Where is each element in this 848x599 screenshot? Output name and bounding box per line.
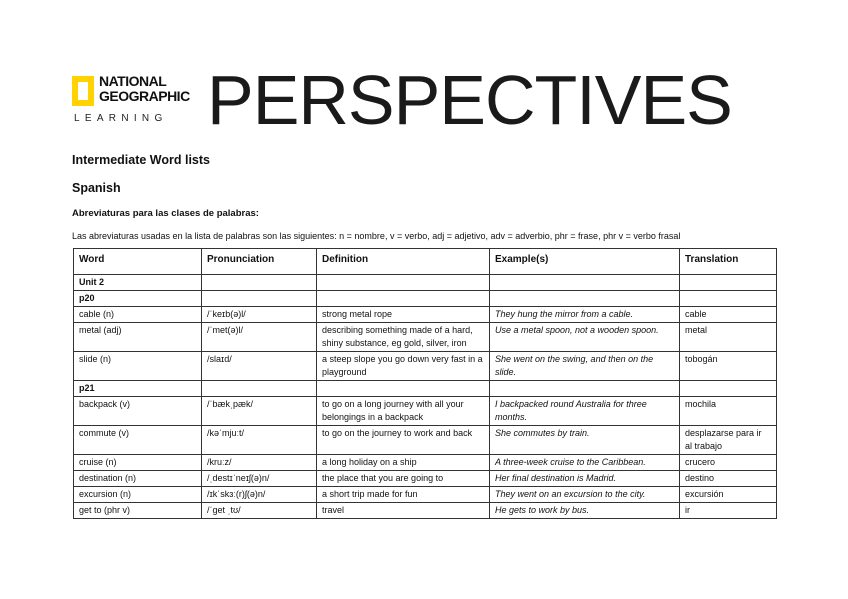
empty-cell — [490, 381, 680, 397]
section-label: Unit 2 — [74, 275, 202, 291]
section-row — [74, 381, 777, 397]
translation-cell: mochila — [680, 397, 777, 426]
table-row — [74, 503, 777, 519]
example-cell: She commutes by train. — [490, 426, 680, 455]
definition-cell: a short trip made for fun — [317, 487, 490, 503]
example-cell: Her final destination is Madrid. — [490, 471, 680, 487]
word-cell: cruise (n) — [74, 455, 202, 471]
empty-cell — [317, 381, 490, 397]
logo-line-national: NATIONAL — [99, 73, 167, 89]
translation-cell: tobogán — [680, 352, 777, 381]
word-cell: slide (n) — [74, 352, 202, 381]
national-geographic-border-icon — [72, 76, 94, 106]
logo-line-geographic: GEOGRAPHIC — [99, 88, 190, 104]
pronunciation-cell: /ˌdestɪˈneɪʃ(ə)n/ — [202, 471, 317, 487]
word-cell: cable (n) — [74, 307, 202, 323]
empty-cell — [202, 381, 317, 397]
word-cell: metal (adj) — [74, 323, 202, 352]
definition-cell: to go on the journey to work and back — [317, 426, 490, 455]
example-cell: I backpacked round Australia for three months. — [490, 397, 680, 426]
empty-cell — [202, 291, 317, 307]
translation-cell: crucero — [680, 455, 777, 471]
table-row — [74, 471, 777, 487]
header-word: Word — [74, 249, 202, 275]
header-definition: Definition — [317, 249, 490, 275]
header-translation: Translation — [680, 249, 777, 275]
definition-cell: a steep slope you go down very fast in a playground — [317, 352, 490, 381]
translation-cell: cable — [680, 307, 777, 323]
pronunciation-cell: /ɪkˈskɜː(r)ʃ(ə)n/ — [202, 487, 317, 503]
empty-cell — [202, 275, 317, 291]
word-cell: get to (phr v) — [74, 503, 202, 519]
definition-cell: describing something made of a hard, shiny substance, eg gold, silver, iron — [317, 323, 490, 352]
definition-cell: strong metal rope — [317, 307, 490, 323]
empty-cell — [490, 275, 680, 291]
section-label: p21 — [74, 381, 202, 397]
abbreviations-note: Las abreviaturas usadas en la lista de palabras son las siguientes: n = nombre, v = verbo, adj = adjetivo, adv = adverbio, phr = frase, phr v = verbo frasal — [72, 231, 681, 241]
definition-cell: travel — [317, 503, 490, 519]
pronunciation-cell: /slaɪd/ — [202, 352, 317, 381]
word-cell: commute (v) — [74, 426, 202, 455]
translation-cell: desplazarse para ir al trabajo — [680, 426, 777, 455]
section-row — [74, 275, 777, 291]
word-cell: backpack (v) — [74, 397, 202, 426]
section-row — [74, 291, 777, 307]
empty-cell — [490, 291, 680, 307]
perspectives-wordmark: PERSPECTIVES — [207, 61, 732, 139]
pronunciation-cell: /kəˈmjuːt/ — [202, 426, 317, 455]
document-title: Intermediate Word lists — [72, 153, 210, 167]
empty-cell — [317, 291, 490, 307]
example-cell: They went on an excursion to the city. — [490, 487, 680, 503]
pronunciation-cell: /kruːz/ — [202, 455, 317, 471]
example-cell: They hung the mirror from a cable. — [490, 307, 680, 323]
table-row — [74, 426, 777, 455]
section-label: p20 — [74, 291, 202, 307]
definition-cell: to go on a long journey with all your belongings in a backpack — [317, 397, 490, 426]
example-cell: A three-week cruise to the Caribbean. — [490, 455, 680, 471]
word-cell: destination (n) — [74, 471, 202, 487]
pronunciation-cell: /ˈbækˌpæk/ — [202, 397, 317, 426]
word-list-table — [73, 248, 777, 519]
logo-learning: LEARNING — [74, 113, 168, 124]
translation-cell: ir — [680, 503, 777, 519]
word-cell: excursion (n) — [74, 487, 202, 503]
pronunciation-cell: /ˈkeɪb(ə)l/ — [202, 307, 317, 323]
empty-cell — [317, 275, 490, 291]
pronunciation-cell: /ˈget ˌtʊ/ — [202, 503, 317, 519]
table-row — [74, 455, 777, 471]
national-geographic-logo-text — [99, 74, 190, 104]
table-row — [74, 352, 777, 381]
definition-cell: the place that you are going to — [317, 471, 490, 487]
table-header-row — [74, 249, 777, 275]
empty-cell — [680, 381, 777, 397]
empty-cell — [680, 291, 777, 307]
logo-header — [72, 61, 732, 139]
definition-cell: a long holiday on a ship — [317, 455, 490, 471]
header-pronunciation: Pronunciation — [202, 249, 317, 275]
pronunciation-cell: /ˈmet(ə)l/ — [202, 323, 317, 352]
table-row — [74, 307, 777, 323]
header-examples: Example(s) — [490, 249, 680, 275]
translation-cell: excursión — [680, 487, 777, 503]
translation-cell: metal — [680, 323, 777, 352]
translation-cell: destino — [680, 471, 777, 487]
example-cell: She went on the swing, and then on the slide. — [490, 352, 680, 381]
table-row — [74, 487, 777, 503]
example-cell: Use a metal spoon, not a wooden spoon. — [490, 323, 680, 352]
empty-cell — [680, 275, 777, 291]
example-cell: He gets to work by bus. — [490, 503, 680, 519]
language-heading: Spanish — [72, 181, 121, 195]
table-row — [74, 397, 777, 426]
abbreviations-heading: Abreviaturas para las clases de palabras: — [72, 208, 259, 219]
table-row — [74, 323, 777, 352]
